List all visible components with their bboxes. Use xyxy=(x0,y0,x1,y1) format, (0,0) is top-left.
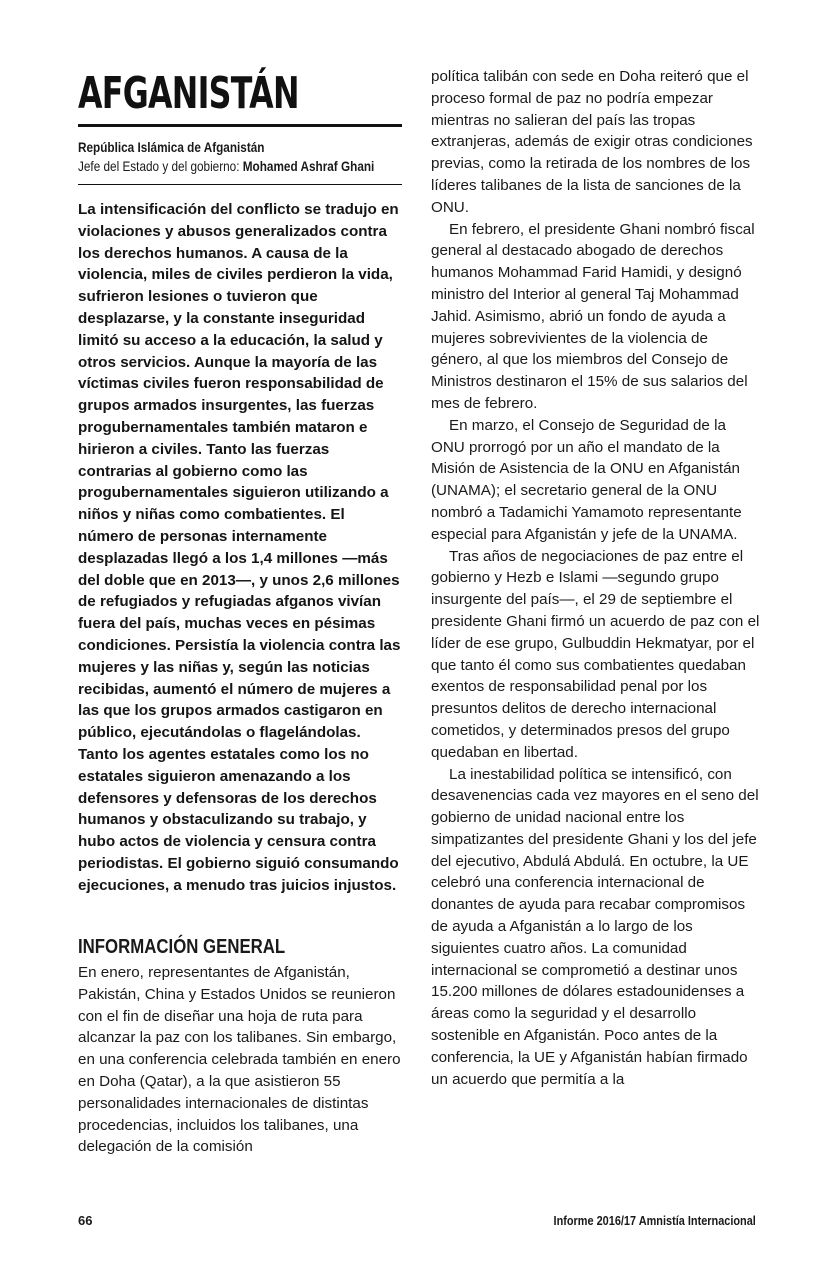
head-of-state-label: Jefe del Estado y del gobierno: xyxy=(78,158,243,174)
official-name-line xyxy=(78,138,350,157)
summary-paragraph: La intensificación del conflicto se tradujo en violaciones y abusos generalizados contra los derechos humanos. A causa de la violencia, miles de civiles perdieron la vida, sufrieron lesiones o tuvieron que desplazarse, y la constante inseguridad limitó su acceso a la educación, la salud y otros servicios. Aunque la mayoría de las víctimas civiles fueron responsabilidad de grupos armados insurgentes, las fuerzas progubernamentales también mataron e hirieron a civiles. Tanto las fuerzas contrarias al gobierno como las progubernamentales siguieron utilizando a niños y niñas como combatientes. El número de personas internamente desplazadas llegó a los 1,4 millones —más del doble que en 2013—, y unos 2,6 millones de refugiados y refugiadas afganos vivían fuera del país, muchas veces en pésimas condiciones. Persistía la violencia contra las mujeres y las niñas y, según las noticias recibidas, aumentó el número de mujeres a las que los grupos armados castigaron en público, ejecutándolas o flagelándolas. Tanto los agentes estatales como los no estatales siguieron amenazando a los defensores y defensoras de los derechos humanos y obstaculizando su trabajo, y hubo actos de violencia y censura contra periodistas. El gobierno siguió consumando ejecuciones, a menudo tras juicios injustos. xyxy=(78,201,401,894)
head-of-state-name: Mohamed Ashraf Ghani xyxy=(242,158,375,174)
page-number: 66 xyxy=(78,1213,93,1228)
body-paragraph-left: En enero, representantes de Afganistán, Pakistán, China y Estados Unidos se reunieron con el fin de diseñar una hoja de ruta para alcanzar la paz con los talibanes. Sin embargo, en una conferencia celebrada también en enero en Doha (Qatar), a la que asistieron 55 personalidades internacionales de distintas procedencias, incluidos los talibanes, una delegación de la comisión xyxy=(78,964,401,1156)
country-info xyxy=(78,138,402,176)
body-paragraph: En febrero, el presidente Ghani nombró fiscal general al destacado abogado de derechos humanos Mohammad Farid Hamidi, y designó ministro del Interior al general Taj Mohammad Jahid. Asimismo, abrió un fondo de ayuda a mujeres sobrevivientes de la violencia de género, al que los miembros del Consejo de Ministros destinaron el 15% de sus salarios del mes de febrero. xyxy=(431,220,755,412)
title-divider xyxy=(78,124,402,127)
page-title: AFGANISTÁN xyxy=(78,68,299,119)
publication-footer: Informe 2016/17 Amnistía Internacional xyxy=(553,1213,756,1228)
body-paragraph: La inestabilidad política se intensificó, con desavenencias cada vez mayores en el seno del gobierno de unidad nacional entre los simpatizantes del presidente Ghani y los del jefe del ejecutivo, Abdulá Abdulá. En octubre, la UE celebró una conferencia internacional de donantes de ayuda para recabar compromisos de ayuda a Afganistán a lo largo de los siguientes cuatro años. La comunidad internacional se comprometió a destinar unos 15.200 millones de dólares estadounidenses a áreas como la seguridad y el desarrollo sostenible en Afganistán. Poco antes de la conferencia, la UE y Afganistán habían firmado un acuerdo que permitía a la xyxy=(431,765,759,1088)
body-paragraph: Tras años de negociaciones de paz entre el gobierno y Hezb e Islami —segundo grupo insurgente del país—, el 29 de septiembre el presidente Ghani firmó un acuerdo de paz con el líder de ese grupo, Gulbuddin Hekmatyar, por el que tanto él como sus combatientes quedaban exentos de responsabilidad penal por los presuntos delitos de derecho internacional cometidos, y determinados presos del grupo quedaban en libertad. xyxy=(431,547,760,761)
section-heading: INFORMACIÓN GENERAL xyxy=(78,936,286,958)
body-paragraph: En marzo, el Consejo de Seguridad de la ONU prorrogó por un año el mandato de la Misión de Asistencia de la ONU en Afganistán (UNAMA); el secretario general de la ONU nombró a Tadamichi Yamamoto representante especial para Afganistán y jefe de la UNAMA. xyxy=(431,416,742,543)
right-column xyxy=(431,66,761,1090)
subhead-divider xyxy=(78,184,402,185)
body-paragraph: política talibán con sede en Doha reiteró que el proceso formal de paz no podría empezar mientras no salieran del país las tropas extranjeras, además de exigir otras condiciones previas, como la retirada de los nombres de los líderes talibanes de la lista de sanciones de la ONU. xyxy=(431,68,753,216)
official-name: República Islámica de Afganistán xyxy=(78,139,265,155)
head-of-state-line xyxy=(78,157,375,176)
